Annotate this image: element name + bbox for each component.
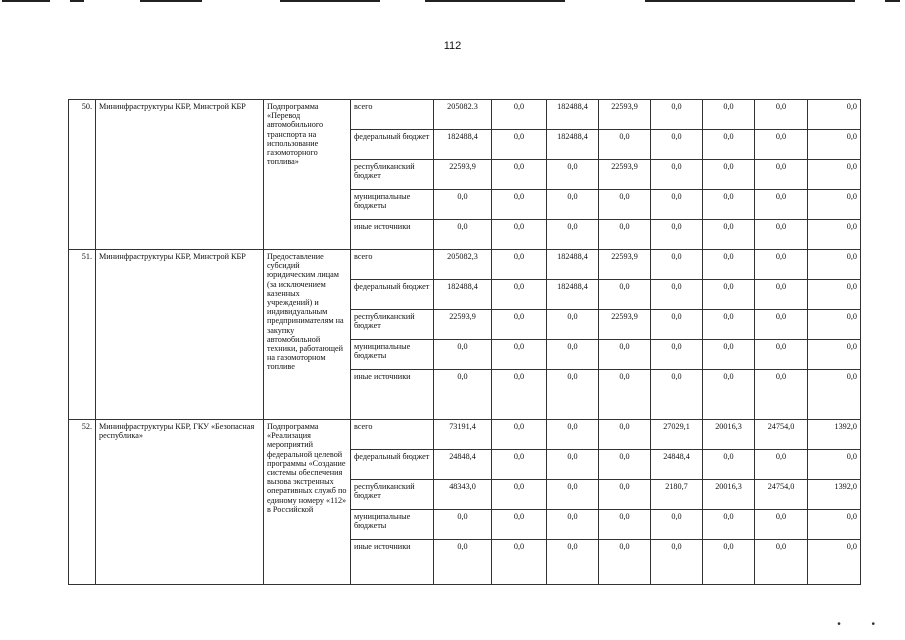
amount-cell: 24754,0 xyxy=(755,480,808,510)
amount-cell: 0,0 xyxy=(599,130,651,160)
scan-edge-line xyxy=(70,0,84,2)
amount-cell: 0,0 xyxy=(755,540,808,585)
amount-cell: 0,0 xyxy=(755,450,808,480)
amount-cell: 0,0 xyxy=(651,370,703,420)
amount-cell: 22593,9 xyxy=(599,100,651,130)
amount-cell: 0,0 xyxy=(492,280,547,310)
funding-source-cell: иные источники xyxy=(351,540,434,585)
amount-cell: 0,0 xyxy=(651,340,703,370)
amount-cell: 0,0 xyxy=(492,510,547,540)
amount-cell: 182488,4 xyxy=(547,130,599,160)
scan-edge-line xyxy=(645,0,855,2)
amount-cell: 0,0 xyxy=(547,480,599,510)
amount-cell: 182488,4 xyxy=(547,250,599,280)
amount-cell: 0,0 xyxy=(547,220,599,250)
amount-cell: 73191,4 xyxy=(434,420,492,450)
amount-cell: 0,0 xyxy=(547,420,599,450)
amount-cell: 0,0 xyxy=(651,280,703,310)
amount-cell: 0,0 xyxy=(492,370,547,420)
amount-cell: 0,0 xyxy=(599,480,651,510)
funding-source-cell: муниципальные бюджеты xyxy=(351,340,434,370)
amount-cell: 0,0 xyxy=(651,160,703,190)
executor-cell: Мининфраструктуры КБР, Минстрой КБР xyxy=(96,250,264,420)
amount-cell: 0,0 xyxy=(434,510,492,540)
amount-cell: 182488,4 xyxy=(547,100,599,130)
amount-cell: 22593,9 xyxy=(599,250,651,280)
amount-cell: 0,0 xyxy=(808,130,861,160)
amount-cell: 0,0 xyxy=(492,420,547,450)
amount-cell: 0,0 xyxy=(808,540,861,585)
amount-cell: 0,0 xyxy=(755,130,808,160)
amount-cell: 0,0 xyxy=(599,220,651,250)
amount-cell: 22593,9 xyxy=(599,160,651,190)
funding-source-cell: иные источники xyxy=(351,370,434,420)
amount-cell: 0,0 xyxy=(599,370,651,420)
table-row xyxy=(69,420,861,450)
scan-edge-line xyxy=(885,0,900,2)
funding-source-cell: всего xyxy=(351,250,434,280)
scan-edge-line xyxy=(2,0,50,2)
table-row xyxy=(69,250,861,280)
amount-cell: 0,0 xyxy=(492,340,547,370)
amount-cell: 0,0 xyxy=(599,340,651,370)
funding-source-cell: муниципальные бюджеты xyxy=(351,510,434,540)
scan-edge-line xyxy=(425,0,565,2)
funding-source-cell: республиканский бюджет xyxy=(351,160,434,190)
amount-cell: 0,0 xyxy=(755,280,808,310)
amount-cell: 0,0 xyxy=(808,510,861,540)
amount-cell: 205082.3 xyxy=(434,100,492,130)
amount-cell: 0,0 xyxy=(703,250,755,280)
amount-cell: 0,0 xyxy=(599,420,651,450)
amount-cell: 27029,1 xyxy=(651,420,703,450)
amount-cell: 0,0 xyxy=(755,310,808,340)
amount-cell: 22593,9 xyxy=(599,310,651,340)
amount-cell: 182488,4 xyxy=(547,280,599,310)
scan-edge-line xyxy=(280,0,380,2)
amount-cell: 0,0 xyxy=(492,540,547,585)
amount-cell: 48343,0 xyxy=(434,480,492,510)
amount-cell: 0,0 xyxy=(651,540,703,585)
amount-cell: 182488,4 xyxy=(434,280,492,310)
amount-cell: 0,0 xyxy=(651,190,703,220)
amount-cell: 0,0 xyxy=(808,450,861,480)
amount-cell: 0,0 xyxy=(703,160,755,190)
amount-cell: 0,0 xyxy=(547,310,599,340)
amount-cell: 0,0 xyxy=(703,280,755,310)
amount-cell: 0,0 xyxy=(703,540,755,585)
amount-cell: 20016,3 xyxy=(703,480,755,510)
amount-cell: 0,0 xyxy=(547,370,599,420)
amount-cell: 24848,4 xyxy=(651,450,703,480)
amount-cell: 0,0 xyxy=(755,100,808,130)
amount-cell: 0,0 xyxy=(808,100,861,130)
table-body xyxy=(69,100,861,585)
funding-source-cell: всего xyxy=(351,420,434,450)
amount-cell: 20016,3 xyxy=(703,420,755,450)
amount-cell: 0,0 xyxy=(808,190,861,220)
funding-source-cell: республиканский бюджет xyxy=(351,480,434,510)
amount-cell: 0,0 xyxy=(808,310,861,340)
amount-cell: 0,0 xyxy=(434,220,492,250)
amount-cell: 0,0 xyxy=(755,220,808,250)
amount-cell: 0,0 xyxy=(755,250,808,280)
table-row xyxy=(69,100,861,130)
amount-cell: 0,0 xyxy=(703,130,755,160)
amount-cell: 0,0 xyxy=(492,480,547,510)
amount-cell: 2180,7 xyxy=(651,480,703,510)
funding-source-cell: федеральный бюджет xyxy=(351,130,434,160)
amount-cell: 0,0 xyxy=(547,540,599,585)
amount-cell: 0,0 xyxy=(599,540,651,585)
amount-cell: 0,0 xyxy=(599,510,651,540)
amount-cell: 24848,4 xyxy=(434,450,492,480)
amount-cell: 0,0 xyxy=(492,220,547,250)
amount-cell: 0,0 xyxy=(434,370,492,420)
amount-cell: 205082,3 xyxy=(434,250,492,280)
executor-cell: Мининфраструктуры КБР, ГКУ «Безопасная республика» xyxy=(96,420,264,585)
amount-cell: 0,0 xyxy=(808,160,861,190)
amount-cell: 0,0 xyxy=(703,190,755,220)
measure-cell: Подпрограмма «Реализация мероприятий федеральной целевой программы «Создание системы обеспечения вызова экстренных оперативных служб по единому номеру «112» в Российской xyxy=(264,420,351,585)
amount-cell: 0,0 xyxy=(808,340,861,370)
funding-source-cell: иные источники xyxy=(351,220,434,250)
amount-cell: 0,0 xyxy=(651,130,703,160)
amount-cell: 0,0 xyxy=(492,450,547,480)
amount-cell: 0,0 xyxy=(547,450,599,480)
measure-cell: Предоставление субсидий юридическим лицам (за исключением казенных учреждений) и индивидуальным предпринимателям на закупку автомобильной техники, работающей на газомоторном топливе xyxy=(264,250,351,420)
amount-cell: 0,0 xyxy=(755,160,808,190)
row-number-cell: 52. xyxy=(69,420,96,585)
amount-cell: 0,0 xyxy=(755,190,808,220)
funding-source-cell: федеральный бюджет xyxy=(351,280,434,310)
amount-cell: 182488,4 xyxy=(434,130,492,160)
amount-cell: 0,0 xyxy=(703,310,755,340)
amount-cell: 0,0 xyxy=(808,220,861,250)
amount-cell: 0,0 xyxy=(599,190,651,220)
amount-cell: 0,0 xyxy=(755,340,808,370)
amount-cell: 0,0 xyxy=(808,280,861,310)
amount-cell: 24754,0 xyxy=(755,420,808,450)
amount-cell: 22593,9 xyxy=(434,160,492,190)
amount-cell: 0,0 xyxy=(703,450,755,480)
amount-cell: 0,0 xyxy=(755,370,808,420)
amount-cell: 0,0 xyxy=(434,190,492,220)
amount-cell: 0,0 xyxy=(547,160,599,190)
amount-cell: 0,0 xyxy=(492,310,547,340)
amount-cell: 0,0 xyxy=(703,510,755,540)
funding-source-cell: муниципальные бюджеты xyxy=(351,190,434,220)
funding-source-cell: всего xyxy=(351,100,434,130)
page-number: 112 xyxy=(443,40,462,52)
amount-cell: 0,0 xyxy=(492,160,547,190)
amount-cell: 0,0 xyxy=(434,540,492,585)
amount-cell: 0,0 xyxy=(492,190,547,220)
amount-cell: 0,0 xyxy=(651,310,703,340)
amount-cell: 0,0 xyxy=(651,250,703,280)
executor-cell: Мининфраструктуры КБР, Минстрой КБР xyxy=(96,100,264,250)
corner-marks: • • xyxy=(837,619,889,630)
amount-cell: 0,0 xyxy=(492,130,547,160)
amount-cell: 1392,0 xyxy=(808,480,861,510)
amount-cell: 0,0 xyxy=(703,100,755,130)
amount-cell: 0,0 xyxy=(547,510,599,540)
budget-table xyxy=(68,99,861,585)
amount-cell: 0,0 xyxy=(808,370,861,420)
amount-cell: 0,0 xyxy=(599,280,651,310)
amount-cell: 1392,0 xyxy=(808,420,861,450)
amount-cell: 0,0 xyxy=(599,450,651,480)
amount-cell: 0,0 xyxy=(703,340,755,370)
amount-cell: 0,0 xyxy=(703,370,755,420)
amount-cell: 0,0 xyxy=(651,510,703,540)
amount-cell: 0,0 xyxy=(492,250,547,280)
scan-edge-line xyxy=(140,0,202,2)
amount-cell: 0,0 xyxy=(651,100,703,130)
row-number-cell: 50. xyxy=(69,100,96,250)
amount-cell: 0,0 xyxy=(755,510,808,540)
amount-cell: 0,0 xyxy=(703,220,755,250)
amount-cell: 0,0 xyxy=(547,340,599,370)
funding-source-cell: республиканский бюджет xyxy=(351,310,434,340)
amount-cell: 0,0 xyxy=(492,100,547,130)
funding-source-cell: федеральный бюджет xyxy=(351,450,434,480)
measure-cell: Подпрограмма «Перевод автомобильного транспорта на использование газомоторного топлива» xyxy=(264,100,351,250)
amount-cell: 0,0 xyxy=(434,340,492,370)
row-number-cell: 51. xyxy=(69,250,96,420)
amount-cell: 0,0 xyxy=(547,190,599,220)
amount-cell: 0,0 xyxy=(808,250,861,280)
amount-cell: 0,0 xyxy=(651,220,703,250)
amount-cell: 22593,9 xyxy=(434,310,492,340)
